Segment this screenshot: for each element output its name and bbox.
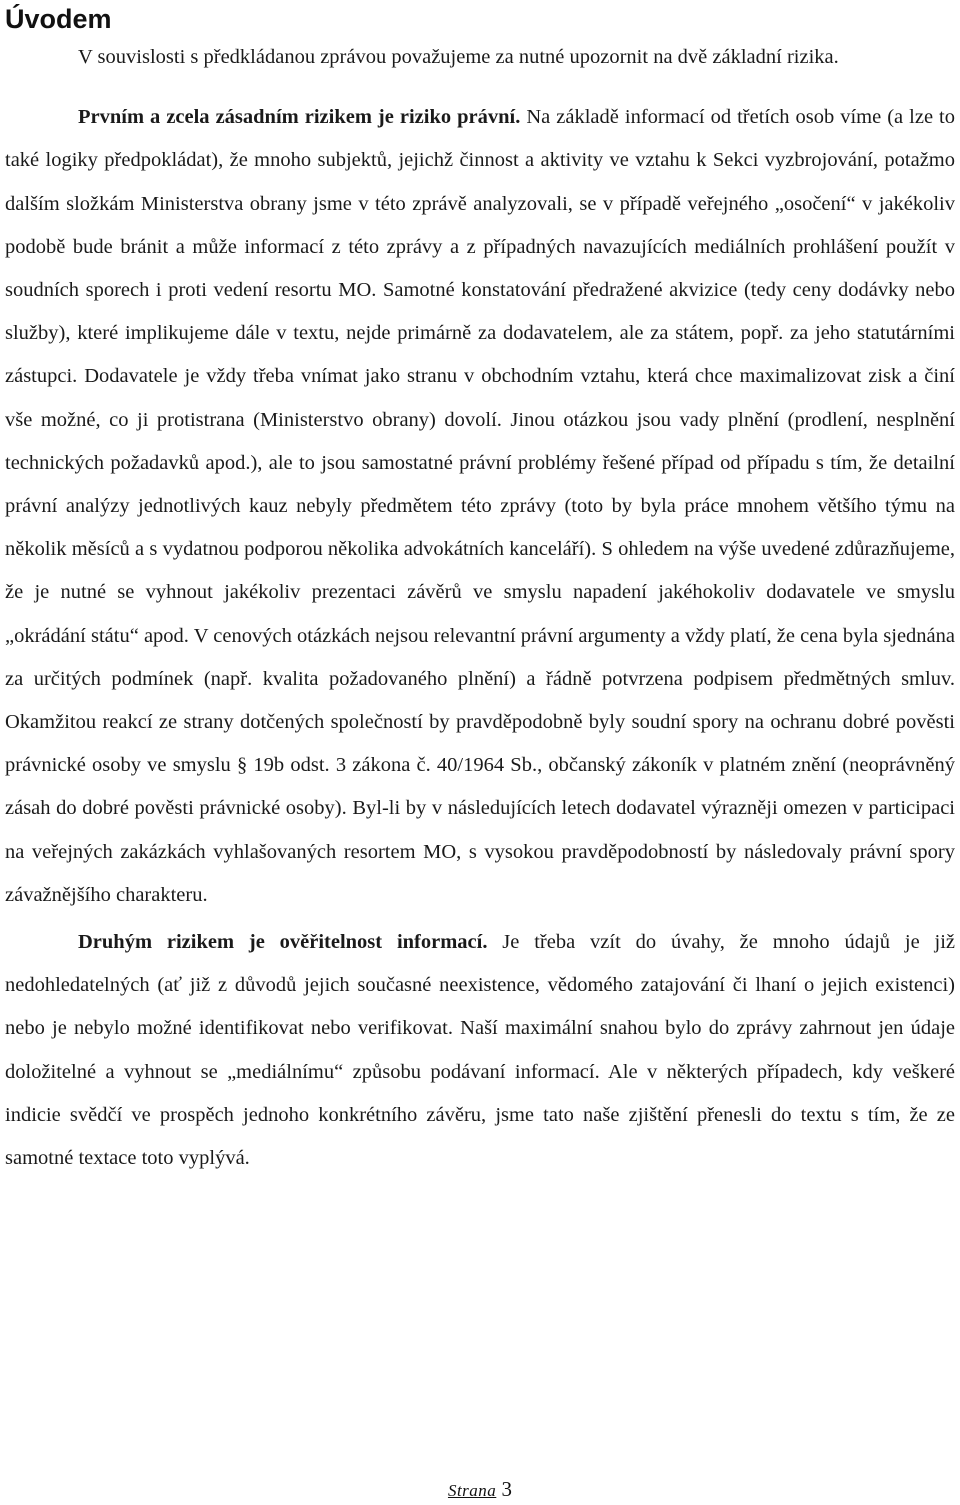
intro-paragraph	[5, 36, 955, 79]
body-text	[5, 36, 955, 1180]
legal-risk-paragraph	[5, 96, 955, 917]
page-number: 3	[501, 1477, 513, 1501]
section-heading: Úvodem	[5, 4, 112, 34]
verifiability-risk-paragraph	[5, 921, 955, 1180]
verifiability-risk-text: Je třeba vzít do úvahy, že mnoho údajů je již nedohledatelných (ať již z důvodů jejich současné neexistence, vědomého zatajování či lhaní o jejich existenci) nebo je nebylo možné identifikovat nebo verifikovat. Naší maximální snahou bylo do zprávy zahrnout jen údaje doložitelné a vyhnout se „mediálnímu“ způsobu podávaní informací. Ale v některých případech, kdy veškeré indicie svědčí ve prospěch jednoho konkrétního závěru, jsme tato naše zjištění přenesli do textu s tím, že ze samotné textace toto vyplývá.	[5, 931, 955, 1170]
page-label: Strana	[447, 1481, 497, 1500]
legal-risk-text: Na základě informací od třetích osob víme (a lze to také logiky předpokládat), že mnoho subjektů, jejichž činnost a aktivity ve vztahu k Sekci vyzbrojování, potažmo dalším složkám Ministerstva obrany jsme v této zprávě analyzovali, se v případě veřejného „osočení“ v jakékoliv podobě bude bránit a může informací z této zprávy a z případných navazujících mediálních prohlášení použít v soudních sporech i proti vedení resortu MO. Samotné konstatování předražené akvizice (tedy ceny dodávky nebo služby), které implikujeme dále v textu, nejde primárně za dodavatelem, ale za státem, popř. za jeho statutárními zástupci. Dodavatele je vždy třeba vnímat jako stranu v obchodním vztahu, která chce maximalizovat zisk a činí vše možné, co ji protistrana (Ministerstvo obrany) dovolí. Jinou otázkou jsou vady plnění (prodlení, nesplnění technických požadavků apod.), ale to jsou samostatné právní problémy řešené případ od případu s tím, že detailní právní analýzy jednotlivých kauz nebyly předmětem této zprávy (toto by byla práce mnohem většího týmu na několik měsíců a s vydatnou podporou několika advokátních kanceláří). S ohledem na výše uvedené zdůrazňujeme, že je nutné se vyhnout jakékoliv prezentaci závěrů ve smyslu napadení jakéhokoliv dodavatele ve smyslu „okrádání státu“ apod. V cenových otázkách nejsou relevantní právní argumenty a vždy platí, že cena byla sjednána za určitých podmínek (např. kvalita požadovaného plnění) a řádně potvrzena podpisem předmětných smluv. Okamžitou reakcí ze strany dotčených společností by pravděpodobně byly soudní spory na ochranu dobré pověsti právnické osoby ve smyslu § 19b odst. 3 zákona č. 40/1964 Sb., občanský zákoník v platném znění (neoprávněný zásah do dobré pověsti právnické osoby). Byl-li by v následujících letech dodavatel výrazněji omezen v participaci na veřejných zakázkách vyhlašovaných resortem MO, s vysokou pravděpodobností by následovaly právní spory závažnějšího charakteru.	[5, 106, 955, 906]
page-footer	[0, 1476, 960, 1504]
intro-paragraph-text: V souvislosti s předkládanou zprávou považujeme za nutné upozornit na dvě základní rizika.	[78, 46, 839, 68]
verifiability-risk-lead: Druhým rizikem je ověřitelnost informací.	[78, 931, 488, 954]
legal-risk-lead: Prvním a zcela zásadním rizikem je riziko právní.	[78, 106, 521, 129]
